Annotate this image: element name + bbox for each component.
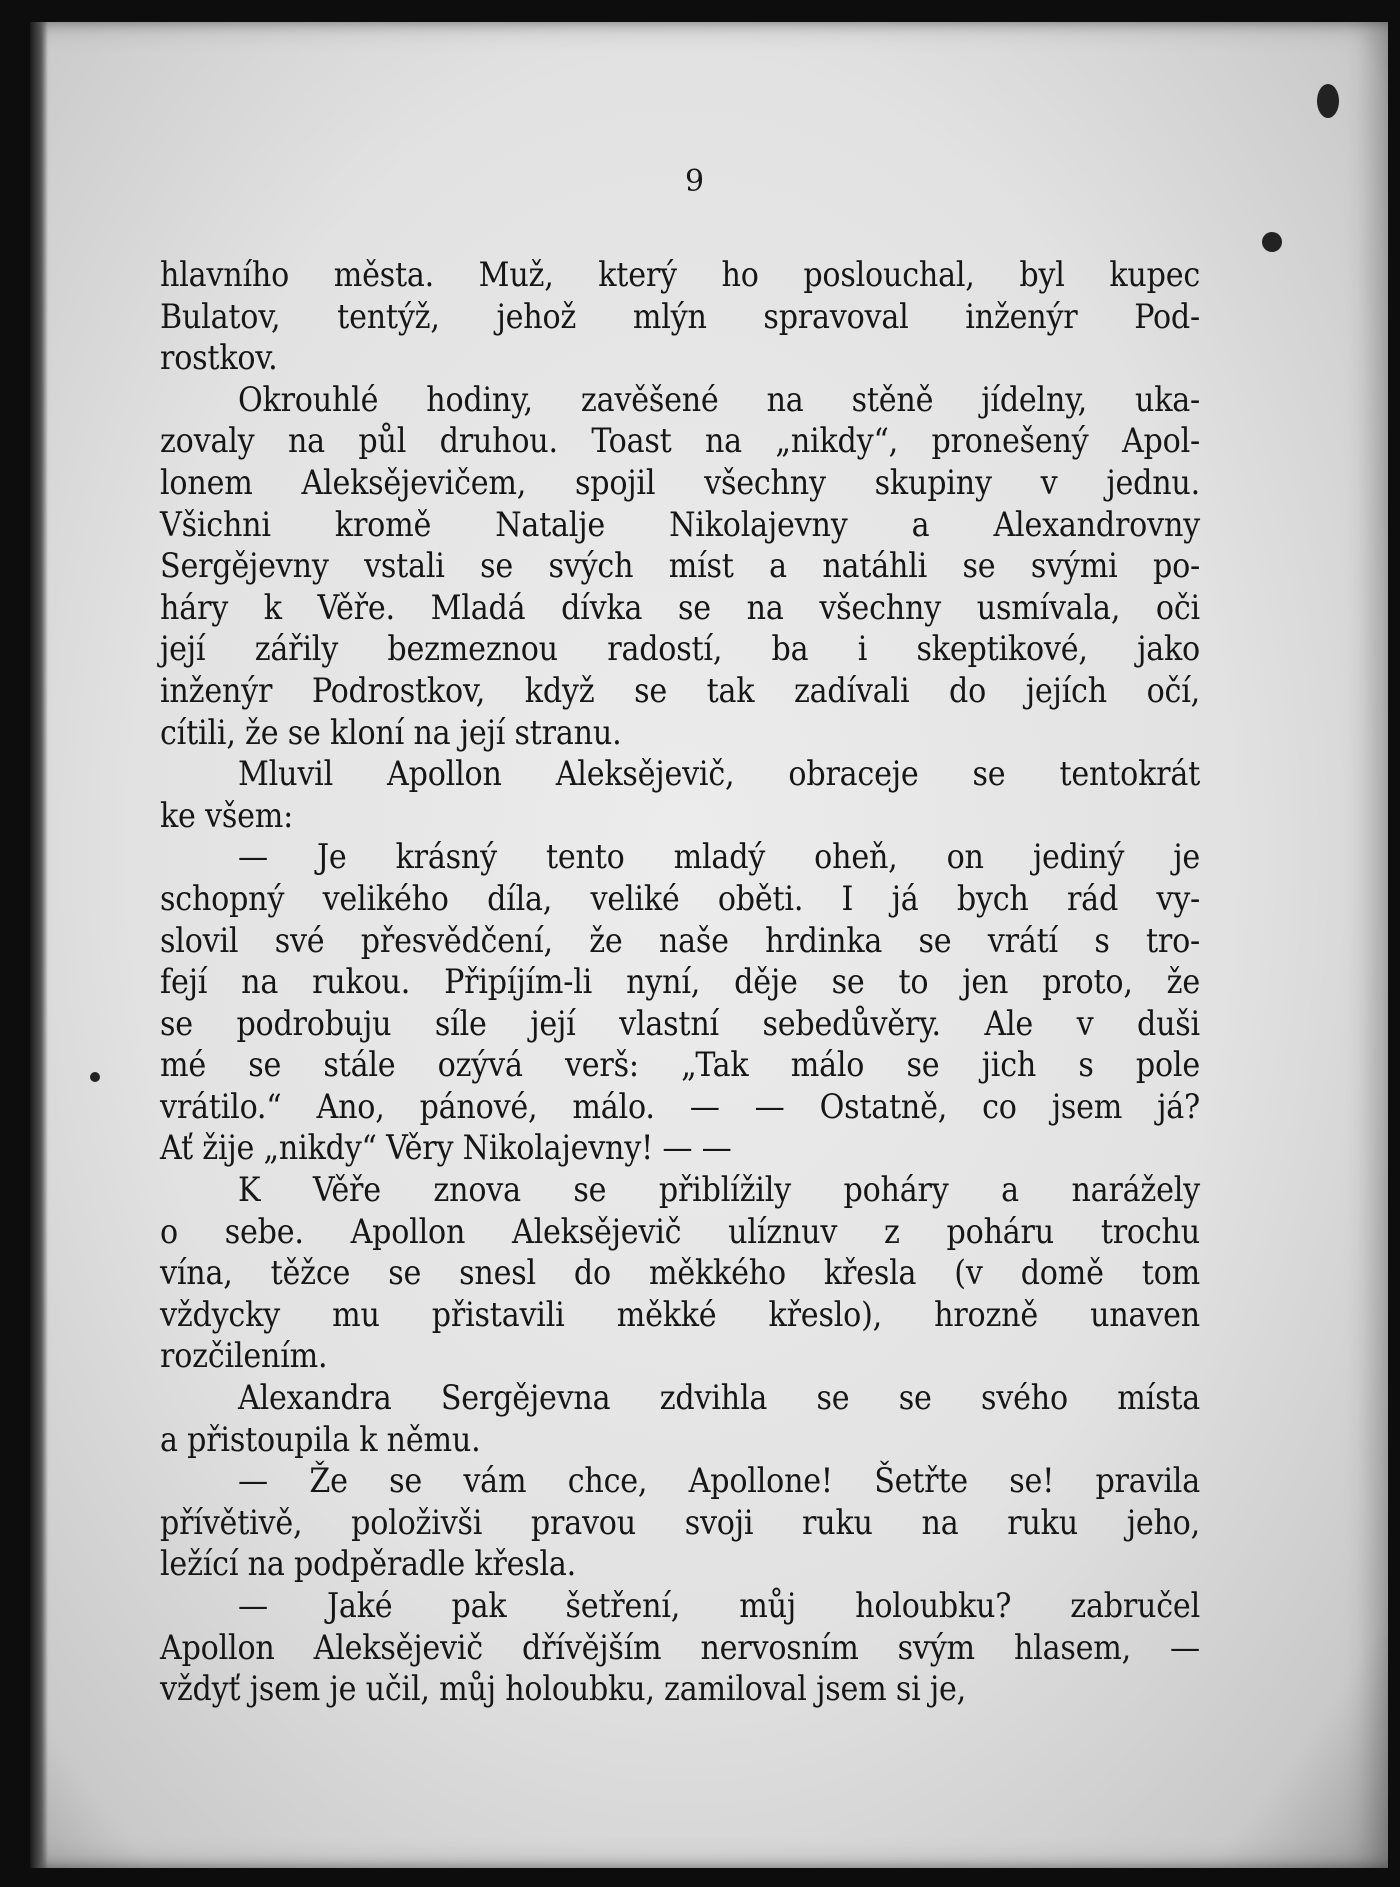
text-line: cítili, že se kloní na její stranu.: [160, 712, 622, 752]
paragraph: [160, 379, 1200, 753]
page-binding-edge: [30, 22, 48, 1868]
text-line: mé se stále ozývá verš: „Tak málo se jich s pole: [160, 1045, 1200, 1085]
text-line: Okrouhlé hodiny, zavěšené na stěně jídelny, uka-: [238, 379, 1200, 419]
paragraph: [160, 1377, 1200, 1460]
text-line: Bulatov, tentýž, jehož mlýn spravoval inženýr Pod-: [160, 296, 1200, 336]
text-line: se podrobuju síle její vlastní sebedůvěry. Ale v duši: [160, 1003, 1200, 1043]
ink-spot: [90, 1072, 100, 1082]
text-line: vína, těžce se snesl do měkkého křesla (v domě tom: [160, 1253, 1200, 1293]
ink-spot: [1317, 84, 1339, 118]
paragraph: [160, 753, 1200, 836]
text-line: inženýr Podrostkov, když se tak zadívali do jejích očí,: [160, 670, 1200, 710]
text-line: vždycky mu přistavili měkké křeslo), hrozně unaven: [160, 1294, 1200, 1334]
paragraph: [160, 254, 1200, 379]
text-line: Alexandra Sergějevna zdvihla se se svého místa: [238, 1378, 1200, 1418]
text-line: Sergějevny vstali se svých míst a natáhli se svými po-: [160, 546, 1200, 586]
paragraph: [160, 1460, 1200, 1585]
text-line: Mluvil Apollon Aleksějevič, obraceje se tentokrát: [238, 754, 1200, 794]
text-line: rozčilením.: [160, 1336, 328, 1376]
text-line: slovil své přesvědčení, že naše hrdinka se vrátí s tro-: [160, 920, 1200, 960]
book-page: [30, 22, 1388, 1868]
text-line: K Věře znova se přiblížily poháry a narážely: [238, 1170, 1200, 1210]
body-text: [160, 254, 1200, 1710]
text-line: lonem Aleksějevičem, spojil všechny skupiny v jednu.: [160, 462, 1200, 502]
text-line: vrátilo.“ Ano, pánové, málo. — — Ostatně, co jsem já?: [160, 1086, 1200, 1126]
text-line: zovaly na půl druhou. Toast na „nikdy“, pronešený Apol-: [160, 421, 1200, 461]
page-number: 9: [685, 164, 706, 199]
text-line: — Že se vám chce, Apollone! Šetřte se! pravila: [238, 1461, 1200, 1501]
text-line: ke všem:: [160, 795, 294, 835]
text-line: a přistoupila k němu.: [160, 1419, 481, 1459]
text-line: Všichni kromě Natalje Nikolajevny a Alexandrovny: [160, 504, 1200, 544]
text-line: háry k Věře. Mladá dívka se na všechny usmívala, oči: [160, 587, 1200, 627]
paragraph: [160, 1169, 1200, 1377]
text-line: Ať žije „nikdy“ Věry Nikolajevny! — —: [160, 1128, 732, 1168]
text-line: — Je krásný tento mladý oheň, on jediný je: [238, 837, 1200, 877]
text-line: — Jaké pak šetření, můj holoubku? zabručel: [238, 1586, 1200, 1625]
text-line: rostkov.: [160, 338, 278, 378]
text-line: o sebe. Apollon Aleksějevič ulíznuv z poháru trochu: [160, 1211, 1200, 1251]
text-line: Apollon Aleksějevič dřívějším nervosním svým hlasem, —: [160, 1627, 1200, 1667]
text-line: její zářily bezmeznou radostí, ba i skeptikové, jako: [160, 629, 1200, 669]
paragraph: [160, 1585, 1200, 1710]
text-line: přívětivě, položivši pravou svoji ruku na ruku jeho,: [160, 1502, 1200, 1542]
text-line: fejí na rukou. Připíjím-li nyní, děje se to jen proto, že: [160, 962, 1200, 1002]
text-line: hlavního města. Muž, který ho poslouchal, byl kupec: [160, 255, 1200, 294]
text-line: schopný velikého díla, veliké oběti. I já bych rád vy-: [160, 878, 1200, 918]
text-line: vždyť jsem je učil, můj holoubku, zamiloval jsem si je,: [160, 1669, 967, 1709]
paragraph: [160, 836, 1200, 1169]
ink-spot: [1262, 232, 1282, 252]
text-line: ležící na podpěradle křesla.: [160, 1544, 577, 1584]
